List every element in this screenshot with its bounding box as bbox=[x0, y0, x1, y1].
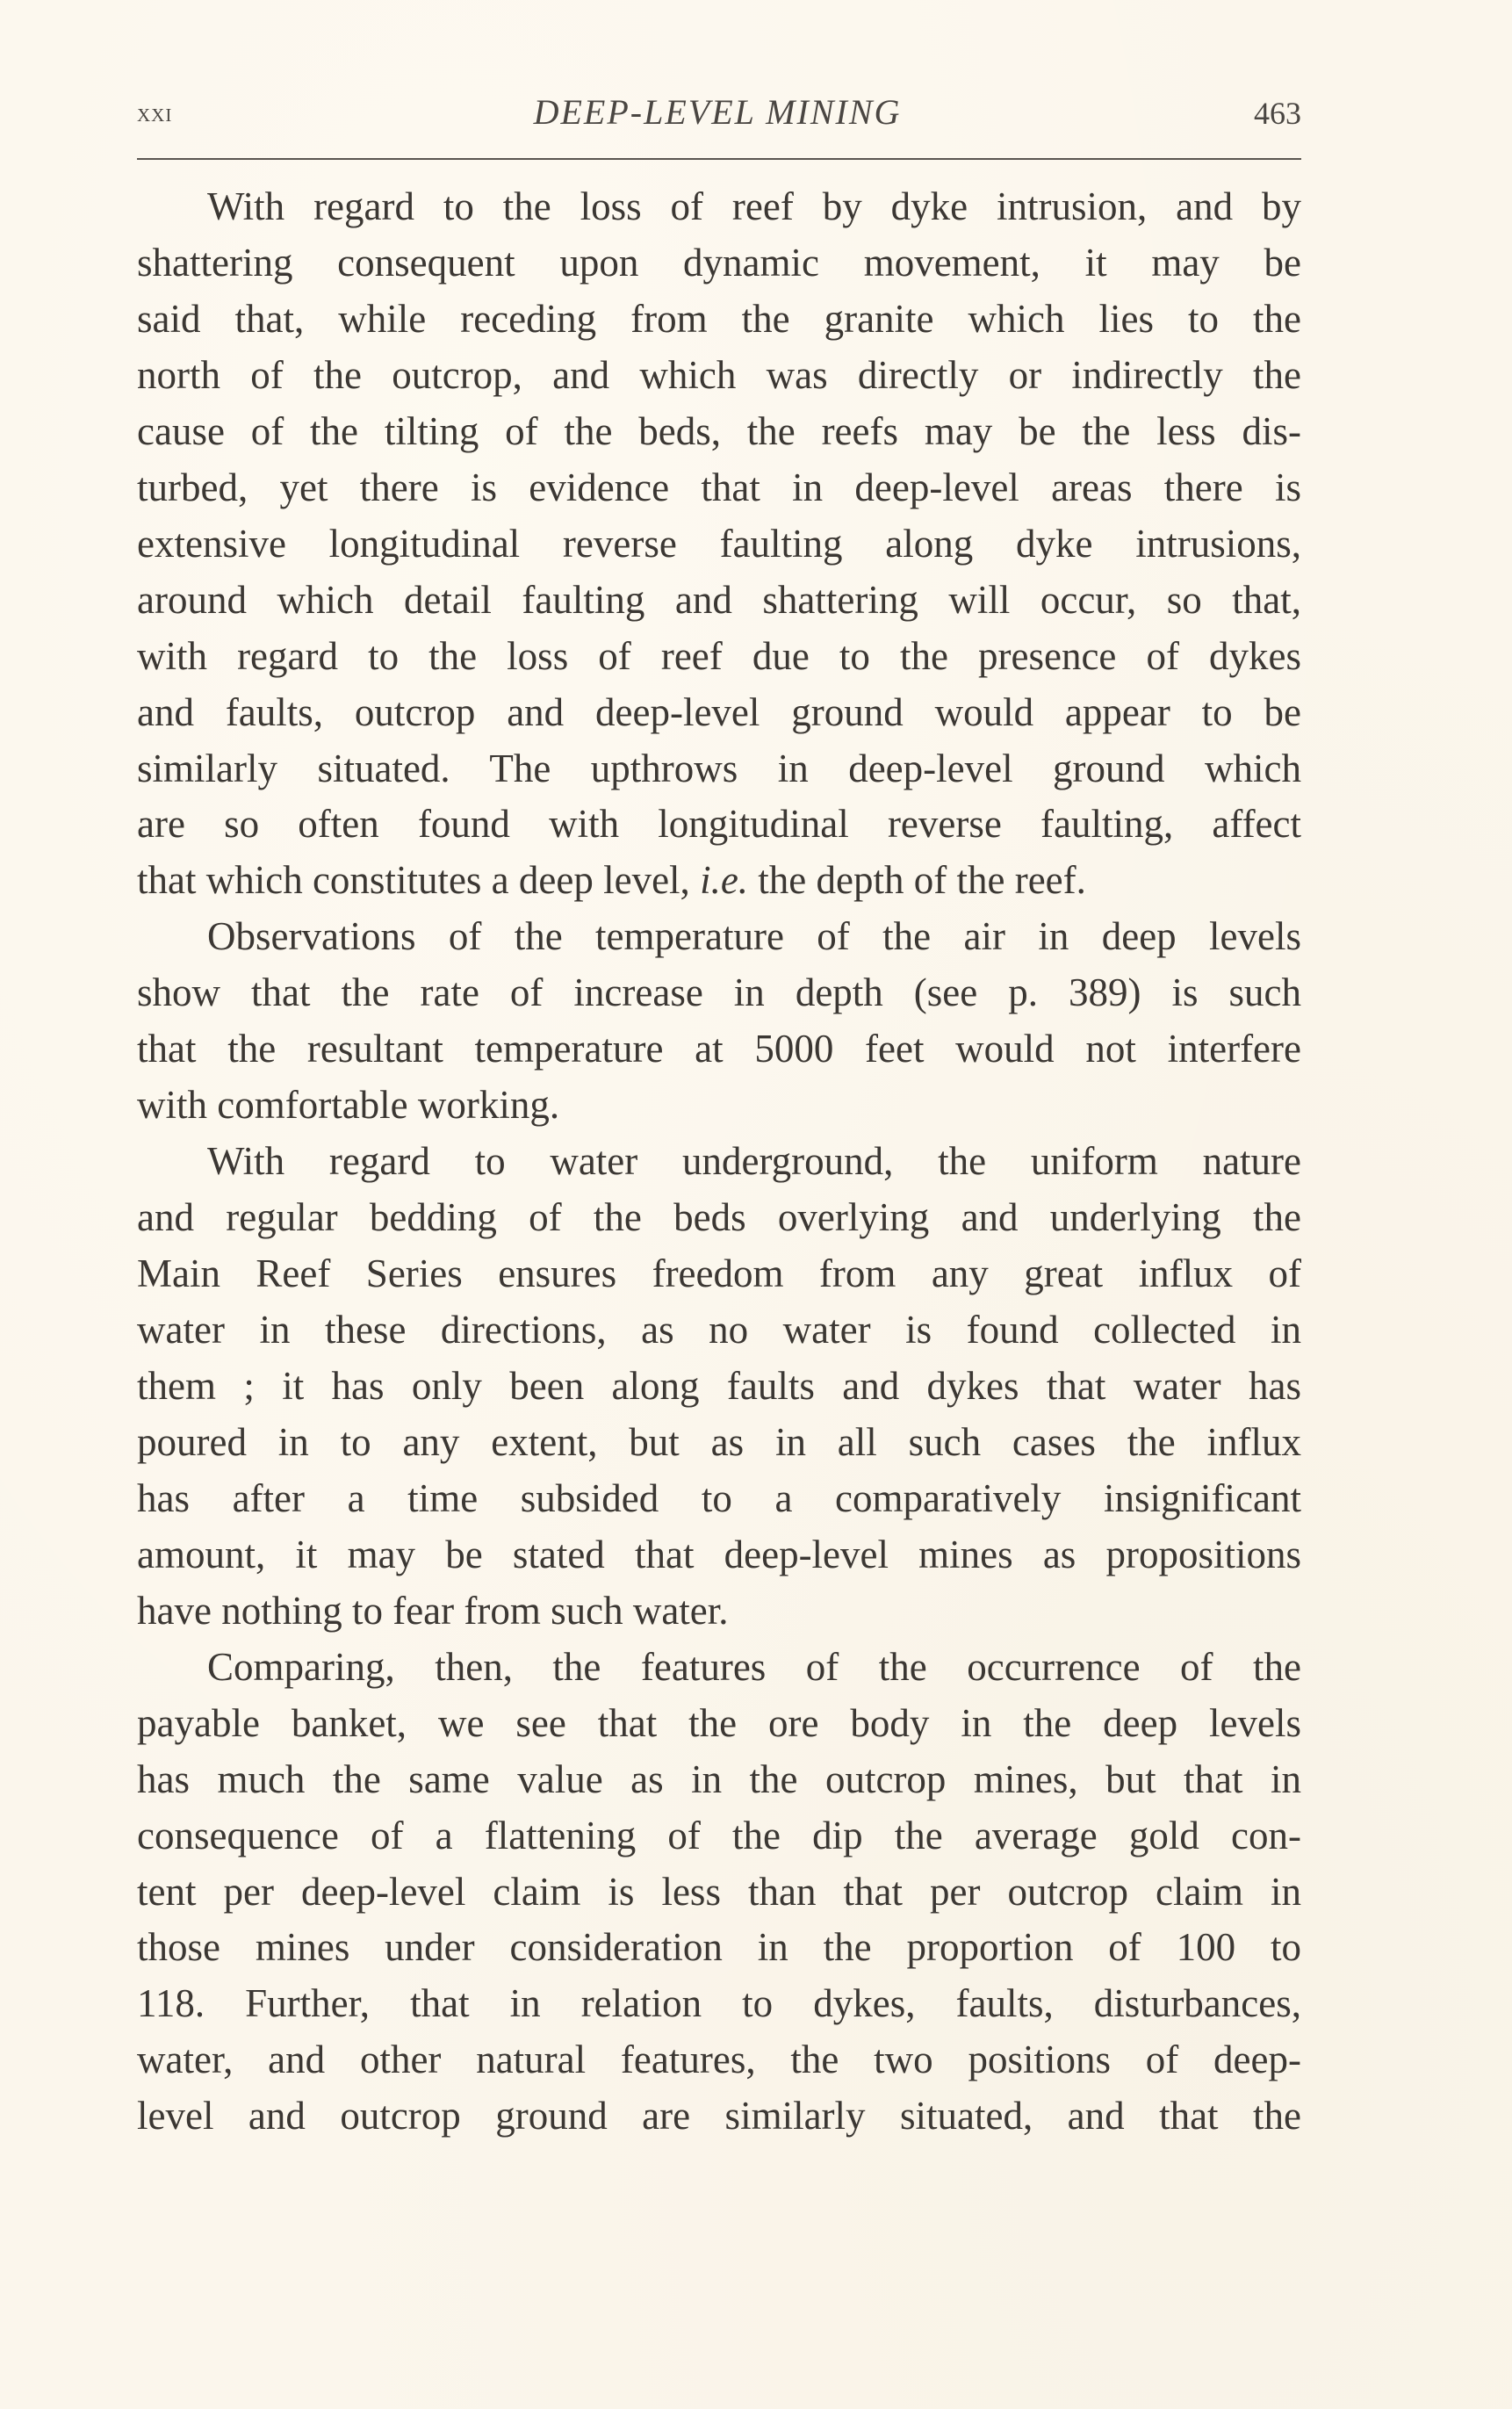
text-line: them ; it has only been along faults and dykes that water has bbox=[137, 1363, 1301, 1408]
text-line: that the resultant temperature at 5000 feet would not interfere bbox=[137, 1027, 1301, 1071]
text-line: amount, it may be stated that deep-level mines as propositions bbox=[137, 1532, 1301, 1576]
text-line: similarly situated. The upthrows in deep-level ground which bbox=[137, 746, 1301, 790]
text-line: said that, while receding from the granite which lies to the bbox=[137, 296, 1301, 341]
text-line: water, and other natural features, the two positions of deep- bbox=[137, 2038, 1301, 2082]
text-line: and faults, outcrop and deep-level ground would appear to be bbox=[137, 689, 1301, 734]
text-line: tent per deep-level claim is less than that per outcrop claim in bbox=[137, 1869, 1301, 1914]
text-line: has much the same value as in the outcrop mines, but that in bbox=[137, 1756, 1301, 1801]
text-line: Comparing, then, the features of the occurrence of the bbox=[207, 1644, 1301, 1689]
text-line: and regular bedding of the beds overlying and underlying the bbox=[137, 1195, 1301, 1240]
header-rule bbox=[137, 158, 1301, 160]
text-line: are so often found with longitudinal reverse faulting, affect bbox=[137, 802, 1301, 847]
text-line: with comfortable working. bbox=[137, 1083, 560, 1128]
text-line: poured in to any extent, but as in all such cases the influx bbox=[137, 1419, 1301, 1464]
text-line: 118. Further, that in relation to dykes, faults, disturbances, bbox=[137, 1981, 1301, 2026]
text-line: that which constitutes a deep level, i.e. the depth of the reef. bbox=[137, 858, 1086, 903]
text-line: consequence of a flattening of the dip the average gold con- bbox=[137, 1813, 1301, 1857]
text-line: With regard to water underground, the uniform nature bbox=[207, 1139, 1301, 1184]
running-head bbox=[137, 91, 1301, 135]
text-line: With regard to the loss of reef by dyke intrusion, and by bbox=[207, 184, 1301, 228]
italic-abbreviation: i.e. bbox=[700, 858, 749, 903]
text-line: payable banket, we see that the ore body in the deep levels bbox=[137, 1700, 1301, 1745]
text-line: have nothing to fear from such water. bbox=[137, 1588, 729, 1633]
text-line: show that the rate of increase in depth (see p. 389) is such bbox=[137, 970, 1301, 1015]
text-line: level and outcrop ground are similarly situated, and that the bbox=[137, 2094, 1301, 2139]
text-line: turbed, yet there is evidence that in deep-level areas there is bbox=[137, 465, 1301, 509]
text-line: water in these directions, as no water is found collected in bbox=[137, 1308, 1301, 1352]
text-line: around which detail faulting and shattering will occur, so that, bbox=[137, 577, 1301, 622]
text-line: Main Reef Series ensures freedom from any great influx of bbox=[137, 1251, 1301, 1296]
text-line: with regard to the loss of reef due to the presence of dykes bbox=[137, 633, 1301, 678]
page-number: 463 bbox=[1254, 96, 1301, 131]
chapter-number: xxi bbox=[137, 98, 173, 127]
text-line: extensive longitudinal reverse faulting along dyke intrusions, bbox=[137, 521, 1301, 566]
text-line: those mines under consideration in the proportion of 100 to bbox=[137, 1925, 1301, 1970]
text-line: shattering consequent upon dynamic movement, it may be bbox=[137, 240, 1301, 285]
text-line: Observations of the temperature of the air in deep levels bbox=[207, 914, 1301, 959]
text-line: north of the outcrop, and which was directly or indirectly the bbox=[137, 352, 1301, 397]
text-line: cause of the tilting of the beds, the reefs may be the less dis- bbox=[137, 408, 1301, 453]
running-title: DEEP-LEVEL MINING bbox=[533, 92, 902, 132]
text-line: has after a time subsided to a comparatively insignificant bbox=[137, 1475, 1301, 1520]
